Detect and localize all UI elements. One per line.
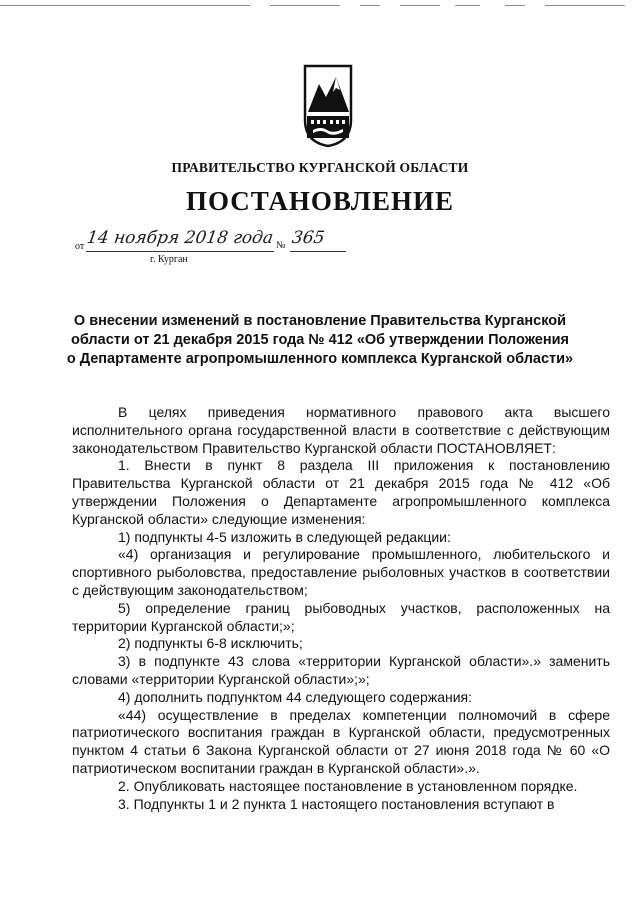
date-underline: [86, 251, 274, 252]
document-subject: О внесении изменений в постановление Правительства Курганской области от 21 декабря 2015 года № 412 «Об утверждении Положения о Департаменте агропромышленного комплекса Курганской области»: [66, 313, 574, 367]
number-underline: [290, 251, 346, 252]
handwritten-number: 365: [290, 228, 326, 248]
paragraph: 1. Внести в пункт 8 раздела III приложения к постановлению Правительства Курганской области от 21 декабря 2015 года № 412 «Об утверждении Положения о Департаменте агропромышленного комплекса Курганской области» следующие изменения:: [72, 457, 610, 527]
number-prefix: №: [276, 240, 286, 251]
coat-of-arms-icon: [303, 64, 353, 148]
paragraph: 2) подпункты 6-8 исключить;: [118, 635, 303, 652]
city-name: г. Курган: [150, 254, 188, 265]
date-prefix: от: [75, 241, 85, 252]
paragraph: 2. Опубликовать настоящее постановление в установленном порядке.: [118, 777, 578, 794]
handwritten-date: 14 ноября 2018 года: [85, 228, 275, 248]
paragraph: «4) организация и регулирование промышленного, любительского и спортивного рыболовства, предоставление рыболовных участков в соответствии с действующим законодательством;: [72, 546, 610, 598]
date-number-line: [70, 224, 370, 272]
paragraph: 1) подпункты 4-5 изложить в следующей редакции:: [118, 528, 451, 545]
document-type-title: ПОСТАНОВЛЕНИЕ: [185, 186, 455, 216]
paragraph: 4) дополнить подпунктом 44 следующего содержания:: [118, 688, 472, 705]
government-name: ПРАВИТЕЛЬСТВО КУРГАНСКОЙ ОБЛАСТИ: [171, 160, 469, 175]
paragraph: В целях приведения нормативного правового акта высшего исполнительного органа государственной власти в соответствие с действующим законодательством Правительство Курганской области ПОСТАНОВЛЯЕТ:: [72, 404, 610, 456]
paragraph: 3) в подпункте 43 слова «территории Курганской области».» заменить словами «территории Курганской области»;»;: [72, 653, 610, 687]
scan-artifact-line: [0, 5, 640, 7]
paragraph: «44) осуществление в пределах компетенции полномочий в сфере патриотического воспитания граждан в Курганской области, предусмотренных пунктом 4 статьи 6 Закона Курганской области от 27 июня 2018 года № 60 «О патриотическом воспитании граждан в Курганской области».».: [72, 706, 610, 776]
paragraph: 3. Подпункты 1 и 2 пункта 1 настоящего постановления вступают в: [118, 795, 555, 812]
document-body: [72, 404, 610, 813]
paragraph: 5) определение границ рыбоводных участков, расположенных на территории Курганской области;»;: [72, 599, 610, 634]
